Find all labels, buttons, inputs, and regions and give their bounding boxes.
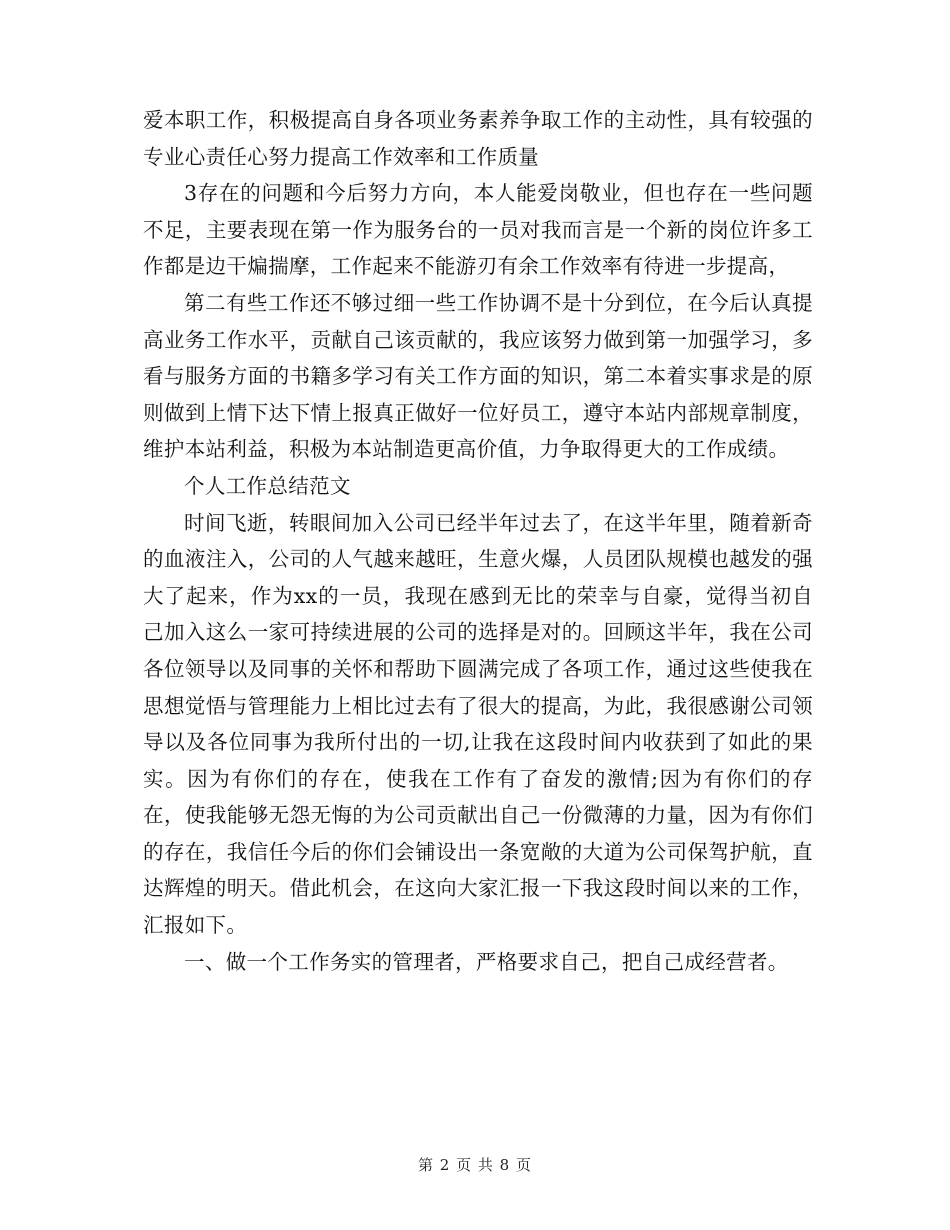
paragraph-3: 第二有些工作还不够过细一些工作协调不是十分到位，在今后认真提高业务工作水平，贡献自己该贡献的，我应该努力做到第一加强学习，多看与服务方面的书籍多学习有关工作方面的知识，第二本着实事求是的原则做到上情下达下情上报真正做好一位好员工，遵守本站内部规章制度，维护本站利益，积极为本站制造更高价值，力争取得更大的工作成绩。	[143, 290, 813, 462]
section-heading: 个人工作总结范文	[184, 473, 351, 498]
paragraph-5: 一、做一个工作务实的管理者，严格要求自己，把自己成经营者。	[184, 949, 789, 974]
paragraph-2: 3存在的问题和今后努力方向，本人能爱岗敬业，但也存在一些问题不足，主要表现在第一作为服务台的一员对我而言是一个新的岗位许多工作都是边干煸揣摩，工作起来不能游刃有余工作效率有待进一步提高，	[143, 181, 813, 279]
paragraph-1: 爱本职工作，积极提高自身各项业务素养争取工作的主动性，具有较强的专业心责任心努力提高工作效率和工作质量	[143, 108, 813, 169]
paragraph-4: 时间飞逝，转眼间加入公司已经半年过去了，在这半年里，随着新奇的血液注入，公司的人气越来越旺，生意火爆，人员团队规模也越发的强大了起来，作为xx的一员，我现在感到无比的荣幸与自豪，觉得当初自己加入这么一家可持续进展的公司的选择是对的。回顾这半年，我在公司各位领导以及同事的关怀和帮助下圆满完成了各项工作，通过这些使我在思想觉悟与管理能力上相比过去有了很大的提高，为此，我很感谢公司领导以及各位同事为我所付出的一切,让我在这段时间内收获到了如此的果实。因为有你们的存在，使我在工作有了奋发的激情;因为有你们的存在，使我能够无怨无悔的为公司贡献出自己一份微薄的力量，因为有你们的存在，我信任今后的你们会铺设出一条宽敞的大道为公司保驾护航，直达辉煌的明天。借此机会，在这向大家汇报一下我这段时间以来的工作，汇报如下。	[143, 510, 813, 938]
document-body	[143, 102, 813, 980]
page-number-footer: 第 2 页 共 8 页	[418, 1156, 532, 1174]
